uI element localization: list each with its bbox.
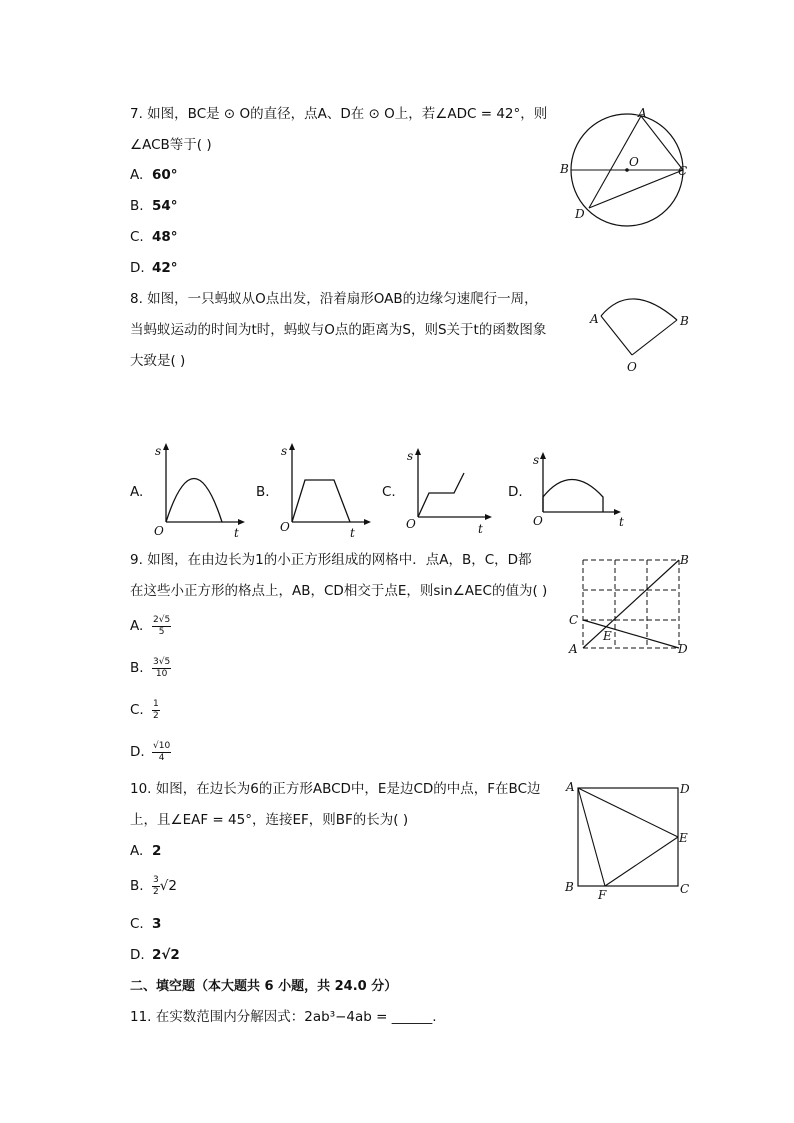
q8-stem-line2: 当蚂蚁运动的时间为t时，蚂蚁与O点的距离为S，则S关于t的函数图象 — [130, 322, 547, 338]
fraction: $\frac{3√5}{10}$ — [153, 656, 171, 679]
fraction: $\frac{3}{2}$ — [153, 874, 159, 897]
q7-option-d: D. 42° — [130, 260, 178, 276]
origin: O — [533, 514, 543, 528]
q11-stem: 11. 在实数范围内分解因式：2ab³−4ab = ______. — [130, 1009, 437, 1025]
section-title: 二、填空题（本大题共 6 小题，共 24.0 分） — [130, 979, 398, 994]
label-b: B — [680, 553, 689, 567]
axis-s: s — [533, 453, 540, 467]
q8-stem-line3: 大致是( ) — [130, 353, 186, 369]
fraction: $\frac{1}{2}$ — [153, 698, 159, 721]
axis-t: t — [350, 526, 355, 540]
q7-stem-line1: 7. 如图，BC是 ⊙ O的直径，点A、D在 ⊙ O上，若∠ADC = 42°，则 — [130, 106, 548, 122]
segment-ef — [605, 837, 678, 886]
trapezoid-path — [292, 480, 350, 522]
label-d: D — [680, 782, 690, 796]
q7-circle-figure — [555, 105, 695, 230]
axis-s: s — [281, 444, 288, 458]
y-arrow — [415, 448, 421, 455]
step-path — [418, 473, 464, 517]
axis-t: t — [619, 515, 624, 529]
label-c: C — [680, 882, 690, 896]
q9-grid-figure — [565, 552, 695, 657]
q9-stem-line1: 9. 如图，在由边长为1的小正方形组成的网格中．点A，B，C，D都 — [130, 552, 532, 568]
q7-stem-line2: ∠ACB等于( ) — [130, 137, 212, 153]
q7-option-a: A. 60° — [130, 167, 178, 183]
label-a: A — [569, 642, 578, 656]
q8-graph-a — [152, 440, 247, 540]
q9-stem-line2: 在这些小正方形的格点上，AB，CD相交于点E，则sin∠AEC的值为( ) — [130, 583, 548, 599]
y-arrow — [540, 452, 546, 459]
label-o: O — [629, 155, 639, 169]
q9-option-d: D. $\frac{√10}{4}$ — [130, 740, 171, 763]
q10-square-figure — [560, 778, 695, 908]
q8-graph-c — [404, 445, 499, 540]
label-c: C — [678, 164, 688, 178]
q10-option-a: A. 2 — [130, 843, 162, 859]
q8-graph-c-label: C. — [382, 484, 396, 500]
q9-option-a: A. $\frac{2√5}{5}$ — [130, 614, 171, 637]
label-o: O — [627, 360, 637, 374]
label-a: A — [638, 106, 647, 120]
label-e: E — [603, 629, 612, 643]
label-a: A — [590, 312, 599, 326]
label-e: E — [679, 831, 688, 845]
origin: O — [406, 517, 416, 531]
label-d: D — [678, 642, 688, 656]
label-d: D — [575, 207, 585, 221]
label-f: F — [598, 888, 607, 902]
square-abcd — [578, 788, 678, 886]
q8-graph-a-label: A. — [130, 484, 144, 500]
label-a: A — [566, 780, 575, 794]
segment-ae — [578, 788, 678, 837]
label-b: B — [565, 880, 574, 894]
label-c: C — [569, 613, 579, 627]
axis-t: t — [478, 522, 483, 536]
x-arrow — [364, 519, 371, 525]
y-arrow — [163, 443, 169, 450]
q8-graph-d-label: D. — [508, 484, 523, 500]
origin: O — [154, 524, 164, 538]
fraction: $\frac{2√5}{5}$ — [153, 614, 171, 637]
q8-stem-line1: 8. 如图，一只蚂蚁从O点出发，沿着扇形OAB的边缘匀速爬行一周， — [130, 291, 538, 307]
x-arrow — [238, 519, 245, 525]
y-arrow — [289, 443, 295, 450]
fraction: $\frac{√10}{4}$ — [153, 740, 171, 763]
origin: O — [280, 520, 290, 534]
axis-s: s — [407, 449, 414, 463]
label-b: B — [680, 314, 689, 328]
radius-ob — [632, 320, 677, 355]
curve — [166, 479, 222, 523]
q10-option-c: C. 3 — [130, 916, 162, 932]
sector-arc — [601, 299, 677, 320]
q10-option-b: B. $\frac{3}{2}$ √2 — [130, 874, 177, 897]
q10-stem-line2: 上，且∠EAF = 45°，连接EF，则BF的长为( ) — [130, 812, 409, 828]
q7-option-c: C. 48° — [130, 229, 178, 245]
q9-option-b: B. $\frac{3√5}{10}$ — [130, 656, 171, 679]
q8-graph-b-label: B. — [256, 484, 270, 500]
q10-option-d: D. 2√2 — [130, 947, 180, 963]
q8-graph-b — [278, 440, 373, 540]
q8-sector-figure — [585, 290, 695, 375]
label-b: B — [560, 162, 569, 176]
semicircle-path — [543, 480, 603, 513]
radius-oa — [601, 316, 632, 355]
axis-t: t — [234, 526, 239, 540]
chord-dc — [589, 170, 683, 208]
q7-option-b: B. 54° — [130, 198, 178, 214]
segment-af — [578, 788, 605, 886]
segment-ab — [583, 560, 679, 648]
q9-option-c: C. $\frac{1}{2}$ — [130, 698, 159, 721]
axis-s: s — [155, 444, 162, 458]
q10-stem-line1: 10. 如图，在边长为6的正方形ABCD中，E是边CD的中点，F在BC边 — [130, 781, 541, 797]
x-arrow — [485, 514, 492, 520]
q8-graph-d — [530, 445, 630, 535]
